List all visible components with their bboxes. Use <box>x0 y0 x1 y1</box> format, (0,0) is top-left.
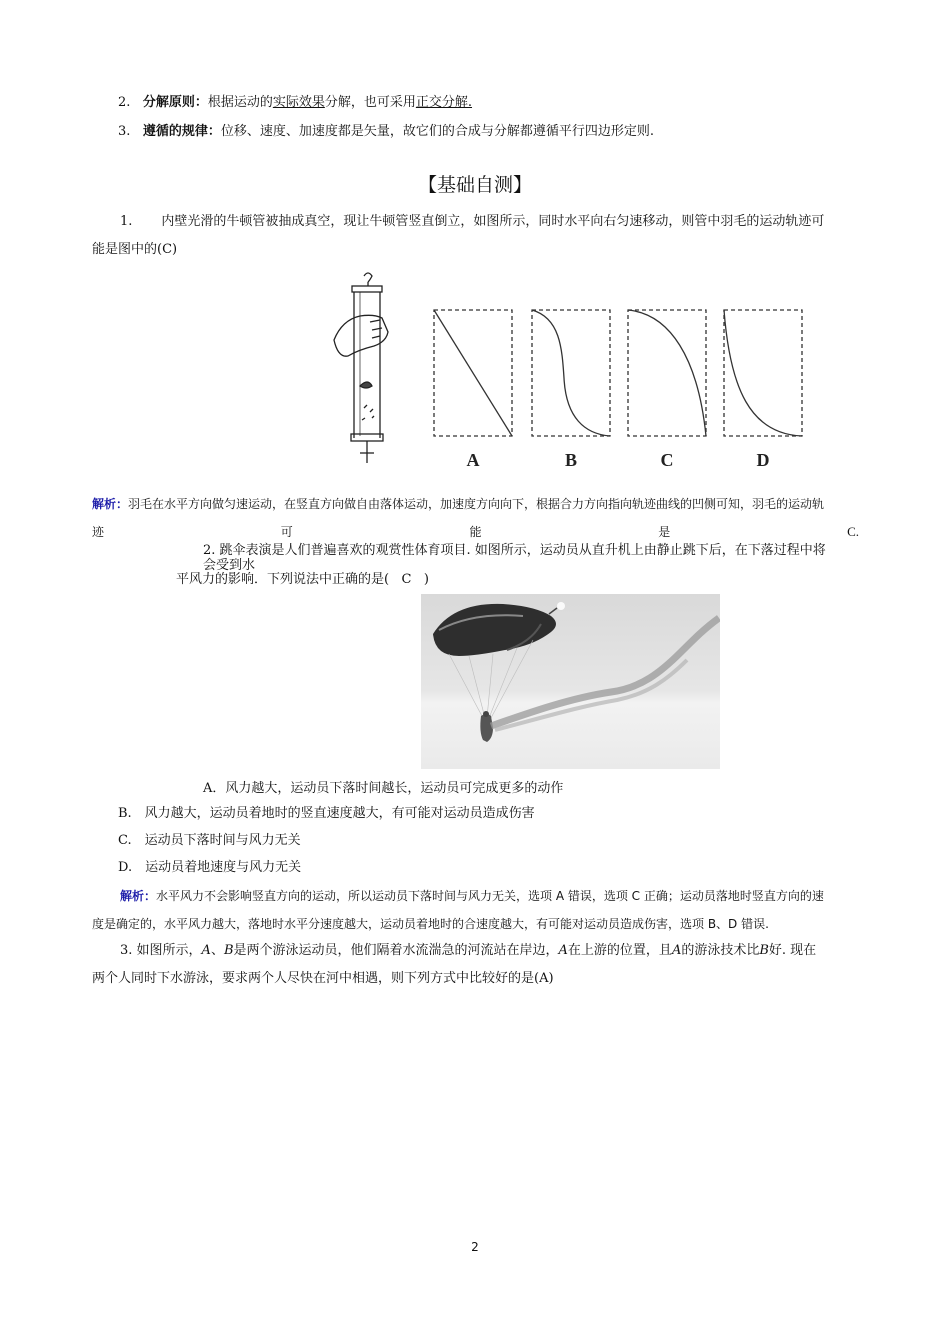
trajectory-option-a <box>434 310 512 470</box>
page-number: 2 <box>471 1240 479 1254</box>
parachute-photo <box>421 594 720 769</box>
q1-analysis-word: C. <box>847 524 859 539</box>
q1-line-1 <box>120 213 824 231</box>
q2-option-d: D. 运动员着地速度与风力无关 <box>118 860 302 875</box>
q1-text-1: 内壁光滑的牛顿管被抽成真空，现让牛顿管竖直倒立，如图所示，同时水平向右匀速移动，则管中羽毛的运动轨迹可 <box>161 214 825 229</box>
q3-text: 3. 如图所示， <box>120 943 202 958</box>
rule-2-text-b: 分解，也可采用 <box>324 95 416 110</box>
q2-option-a: A．风力越大，运动员下落时间越长，运动员可完成更多的动作 <box>203 781 564 796</box>
q3-line-1 <box>120 942 816 960</box>
rule-2-underline-1: 实际效果 <box>272 95 325 110</box>
q3-swimmer-b: B <box>759 943 769 958</box>
q1-analysis-word: 可 <box>280 525 293 539</box>
option-b-label: B <box>564 450 578 470</box>
section-title: 【基础自测】 <box>417 174 532 196</box>
q2-analysis-label: 解析： <box>120 889 157 903</box>
q3-text: 在上游的位置，且 <box>567 943 672 958</box>
rule-2 <box>118 94 472 112</box>
q2-line-2 <box>176 571 429 589</box>
q2-option-c: C. 运动员下落时间与风力无关 <box>118 833 301 848</box>
rule-3-label: 遵循的规律： <box>142 124 221 139</box>
rule-2-num: 2. <box>118 95 131 110</box>
q1-analysis-text-1: 羽毛在水平方向做匀速运动，在竖直方向做自由落体运动，加速度方向向下，根据合力方向指向轨迹曲线的凹侧可知，羽毛的运动轨 <box>128 497 825 511</box>
q3-text: 是两个游泳运动员，他们隔着水流湍急的河流站在岸边， <box>233 943 559 958</box>
rule-2-label: 分解原则： <box>142 95 208 110</box>
q3-text: 的游泳技术比 <box>681 943 760 958</box>
q1-analysis-label: 解析： <box>92 497 129 511</box>
q2-option-b: B. 风力越大，运动员着地时的竖直速度越大，有可能对运动员造成伤害 <box>118 806 535 821</box>
newton-tube-figure <box>330 268 810 473</box>
q2-analysis-line-2: 度是确定的，水平风力越大，落地时水平分速度越大，运动员着地时的合速度越大，有可能对运动员造成伤害，选项 B、D 错误. <box>92 917 769 931</box>
trajectory-option-b <box>532 310 610 470</box>
rule-2-text-a: 根据运动的 <box>207 95 273 110</box>
q1-number: 1. <box>120 214 133 229</box>
rule-3-num: 3. <box>118 124 131 139</box>
rule-3-text: 位移、速度、加速度都是矢量，故它们的合成与分解都遵循平行四边形定则. <box>220 124 654 139</box>
newton-tube-illustration <box>334 273 388 463</box>
q3-text: 、 <box>210 943 224 958</box>
q1-analysis-word: 迹 <box>92 525 105 539</box>
option-c-label: C <box>660 450 674 470</box>
q2-answer: C <box>401 572 412 587</box>
trajectory-option-d <box>724 310 802 470</box>
q2-analysis-text-1: 水平风力不会影响竖直方向的运动，所以运动员下落时间与风力无关，选项 A 错误，选项 C 正确；运动员落地时竖直方向的速 <box>156 889 824 903</box>
rule-3 <box>118 123 654 141</box>
q2-line-1b: 会受到水 <box>203 558 256 573</box>
trajectory-option-c <box>628 310 706 470</box>
q1-analysis-line-1 <box>92 495 824 513</box>
q3-text: 好. 现在 <box>768 943 817 958</box>
q3-swimmer-a: A <box>558 943 568 958</box>
q3-swimmer-a: A <box>201 943 211 958</box>
q2-line-1: 2. 跳伞表演是人们普遍喜欢的观赏性体育项目. 如图所示，运动员从直升机上由静止跳下后，在下落过程中将 <box>203 543 826 558</box>
q2-analysis-line-1 <box>120 887 824 905</box>
rule-2-underline-2: 正交分解. <box>415 95 473 110</box>
option-a-label: A <box>466 450 480 470</box>
q1-analysis-word: 能 <box>469 525 482 539</box>
q2-text-2: 平风力的影响．下列说法中正确的是( <box>176 572 390 587</box>
q2-paren: ) <box>423 572 429 587</box>
q3-swimmer-b: B <box>223 943 234 958</box>
q1-line-2: 能是图中的(C) <box>92 242 178 257</box>
q3-line-2: 两个人同时下水游泳，要求两个人尽快在河中相遇，则下列方式中比较好的是(A) <box>92 971 554 986</box>
option-d-label: D <box>756 450 770 470</box>
q1-analysis-line-2 <box>92 523 859 541</box>
q1-analysis-word: 是 <box>658 525 671 539</box>
q3-swimmer-a: A <box>671 943 682 958</box>
